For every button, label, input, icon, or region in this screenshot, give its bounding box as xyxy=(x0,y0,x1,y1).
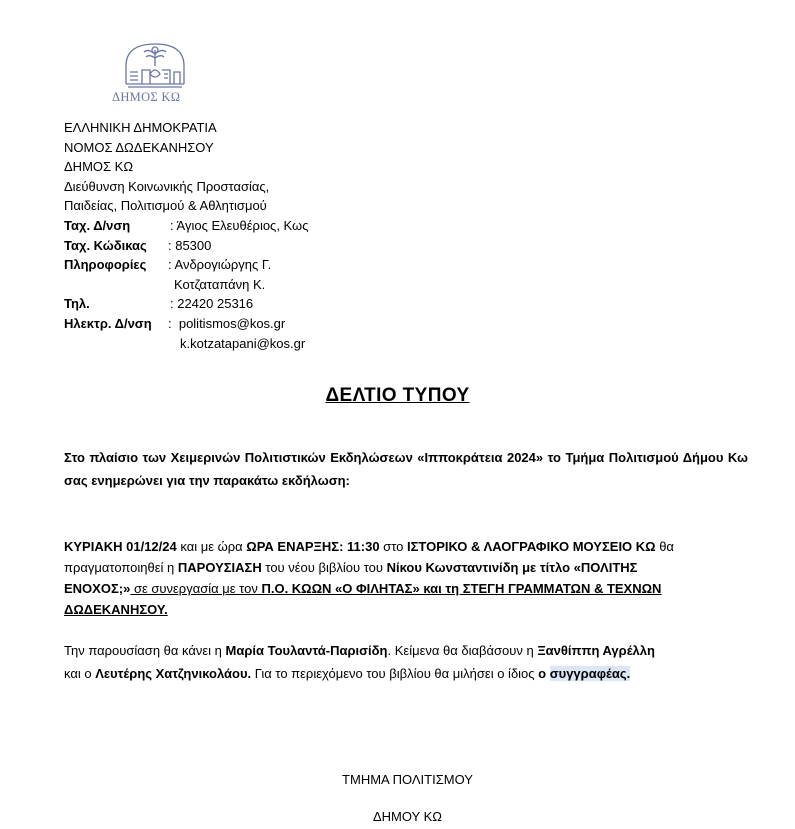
event-venue: ΙΣΤΟΡΙΚΟ & ΛΑΟΓΡΑΦΙΚΟ ΜΟΥΣΕΙΟ ΚΩ xyxy=(407,539,656,554)
phone-row xyxy=(64,294,308,314)
municipality-logo xyxy=(108,40,198,110)
event-date: ΚΥΡΙΑΚΗ 01/12/24 xyxy=(64,539,177,554)
postal-row xyxy=(64,236,308,256)
header-line-prefecture: ΝΟΜΟΣ ΔΩΔΕΚΑΝΗΣΟΥ xyxy=(64,139,214,155)
info-value: : Ανδρογιώργης Γ. xyxy=(168,257,272,273)
header-line-country: ΕΛΛΗΝΙΚΗ ΔΗΜΟΚΡΑΤΙΑ xyxy=(64,120,217,135)
presenters-text-bold: ο xyxy=(538,666,550,681)
email-value-2[interactable]: k.kotzatapani@kos.gr xyxy=(180,335,306,351)
event-paragraph xyxy=(64,536,748,620)
reader-name-2: Λευτέρης Χατζηνικολάου. xyxy=(95,666,252,681)
phone-value: : 22420 25316 xyxy=(170,296,254,312)
intro-paragraph: Στο πλαίσιο των Χειμερινών Πολιτιστικών Εκδηλώσεων «Ιπποκράτεια 2024» το Τμήμα Πολιτισμού Δήμου Κω σας ενημερώνει για την παρακάτω εκδήλωση: xyxy=(64,450,748,488)
footer-municipality: ΔΗΜΟΥ ΚΩ xyxy=(372,809,443,824)
header-line-municipality: ΔΗΜΟΣ ΚΩ xyxy=(64,159,134,175)
phone-label: Τηλ. xyxy=(64,296,90,312)
reader-name-1: Ξανθίππη Αγρέλλη xyxy=(537,643,655,658)
email-row xyxy=(64,314,308,334)
logo-emblem-icon xyxy=(124,40,186,90)
event-type: ΠΑΡΟΥΣΙΑΣΗ xyxy=(177,560,262,575)
presenters-text: Την παρουσίαση θα κάνει η xyxy=(64,643,226,658)
postal-label: Ταχ. Κώδικας xyxy=(64,237,147,253)
author-highlighted: συγγραφέας. xyxy=(549,666,631,681)
event-partners: Π.Ο. ΚΩΩΝ «Ο ΦΙΛΗΤΑΣ» και τη ΣΤΕΓΗ ΓΡΑΜΜΑΤΩΝ & ΤΕΧΝΩΝ xyxy=(261,581,662,596)
footer-department: ΤΜΗΜΑ ΠΟΛΙΤΙΣΜΟΥ xyxy=(342,772,473,787)
event-line-2 xyxy=(64,557,748,578)
event-text: θα xyxy=(655,539,674,554)
info-value-2: Κοτζαταπάνη Κ. xyxy=(174,276,266,292)
event-text: στο xyxy=(379,539,407,554)
info-label: Πληροφορίες xyxy=(64,257,147,273)
sender-header xyxy=(64,118,308,353)
info-row xyxy=(64,255,308,275)
postal-value: : 85300 xyxy=(168,237,212,253)
presenter-name: Μαρία Τουλαντά-Παρισίδη xyxy=(225,643,388,658)
event-partners-end: ΔΩΔΕΚΑΝΗΣΟΥ. xyxy=(64,602,168,617)
presenters-line-1 xyxy=(64,639,748,662)
event-text: σε συνεργασία με τον xyxy=(130,581,262,596)
logo-text: ΔΗΜΟΣ ΚΩ xyxy=(112,90,181,104)
email-row-2 xyxy=(64,334,308,354)
presenters-text: . Κείμενα θα διαβάσουν η xyxy=(387,643,538,658)
event-text: του νέου βιβλίου του xyxy=(261,560,387,575)
presenters-line-2 xyxy=(64,662,748,685)
event-start-time: ΩΡΑ ΕΝΑΡΞΗΣ: 11:30 xyxy=(246,539,380,554)
presenters-text: και ο xyxy=(64,666,96,681)
email-value[interactable]: : politismos@kos.gr xyxy=(168,315,286,331)
address-value: : Άγιος Ελευθέριος, Κως xyxy=(170,217,309,233)
book-title-end: ΕΝΟΧΟΣ;» xyxy=(64,581,131,596)
event-line-1 xyxy=(64,536,748,557)
event-text: και με ώρα xyxy=(176,539,247,554)
header-line-directorate-1: Διεύθυνση Κοινωνικής Προστασίας, xyxy=(64,178,270,194)
address-row xyxy=(64,216,308,236)
event-line-4 xyxy=(64,599,748,620)
event-line-3 xyxy=(64,578,748,599)
email-label: Ηλεκτρ. Δ/νση xyxy=(64,315,152,331)
event-text: πραγματοποιηθεί η xyxy=(64,560,178,575)
info-row-2 xyxy=(64,275,308,295)
header-line-directorate-2: Παιδείας, Πολιτισμού & Αθλητισμού xyxy=(64,198,267,214)
address-label: Ταχ. Δ/νση xyxy=(64,217,131,233)
book-author-title: Νίκου Κωνσταντινίδη με τίτλο «ΠΟΛΙΤΗΣ xyxy=(386,560,638,575)
presenters-paragraph xyxy=(64,639,748,685)
page-title: ΔΕΛΤΙΟ ΤΥΠΟΥ xyxy=(325,385,470,406)
presenters-text: Για το περιεχόμενο του βιβλίου θα μιλήσει ο ίδιος xyxy=(251,666,539,681)
